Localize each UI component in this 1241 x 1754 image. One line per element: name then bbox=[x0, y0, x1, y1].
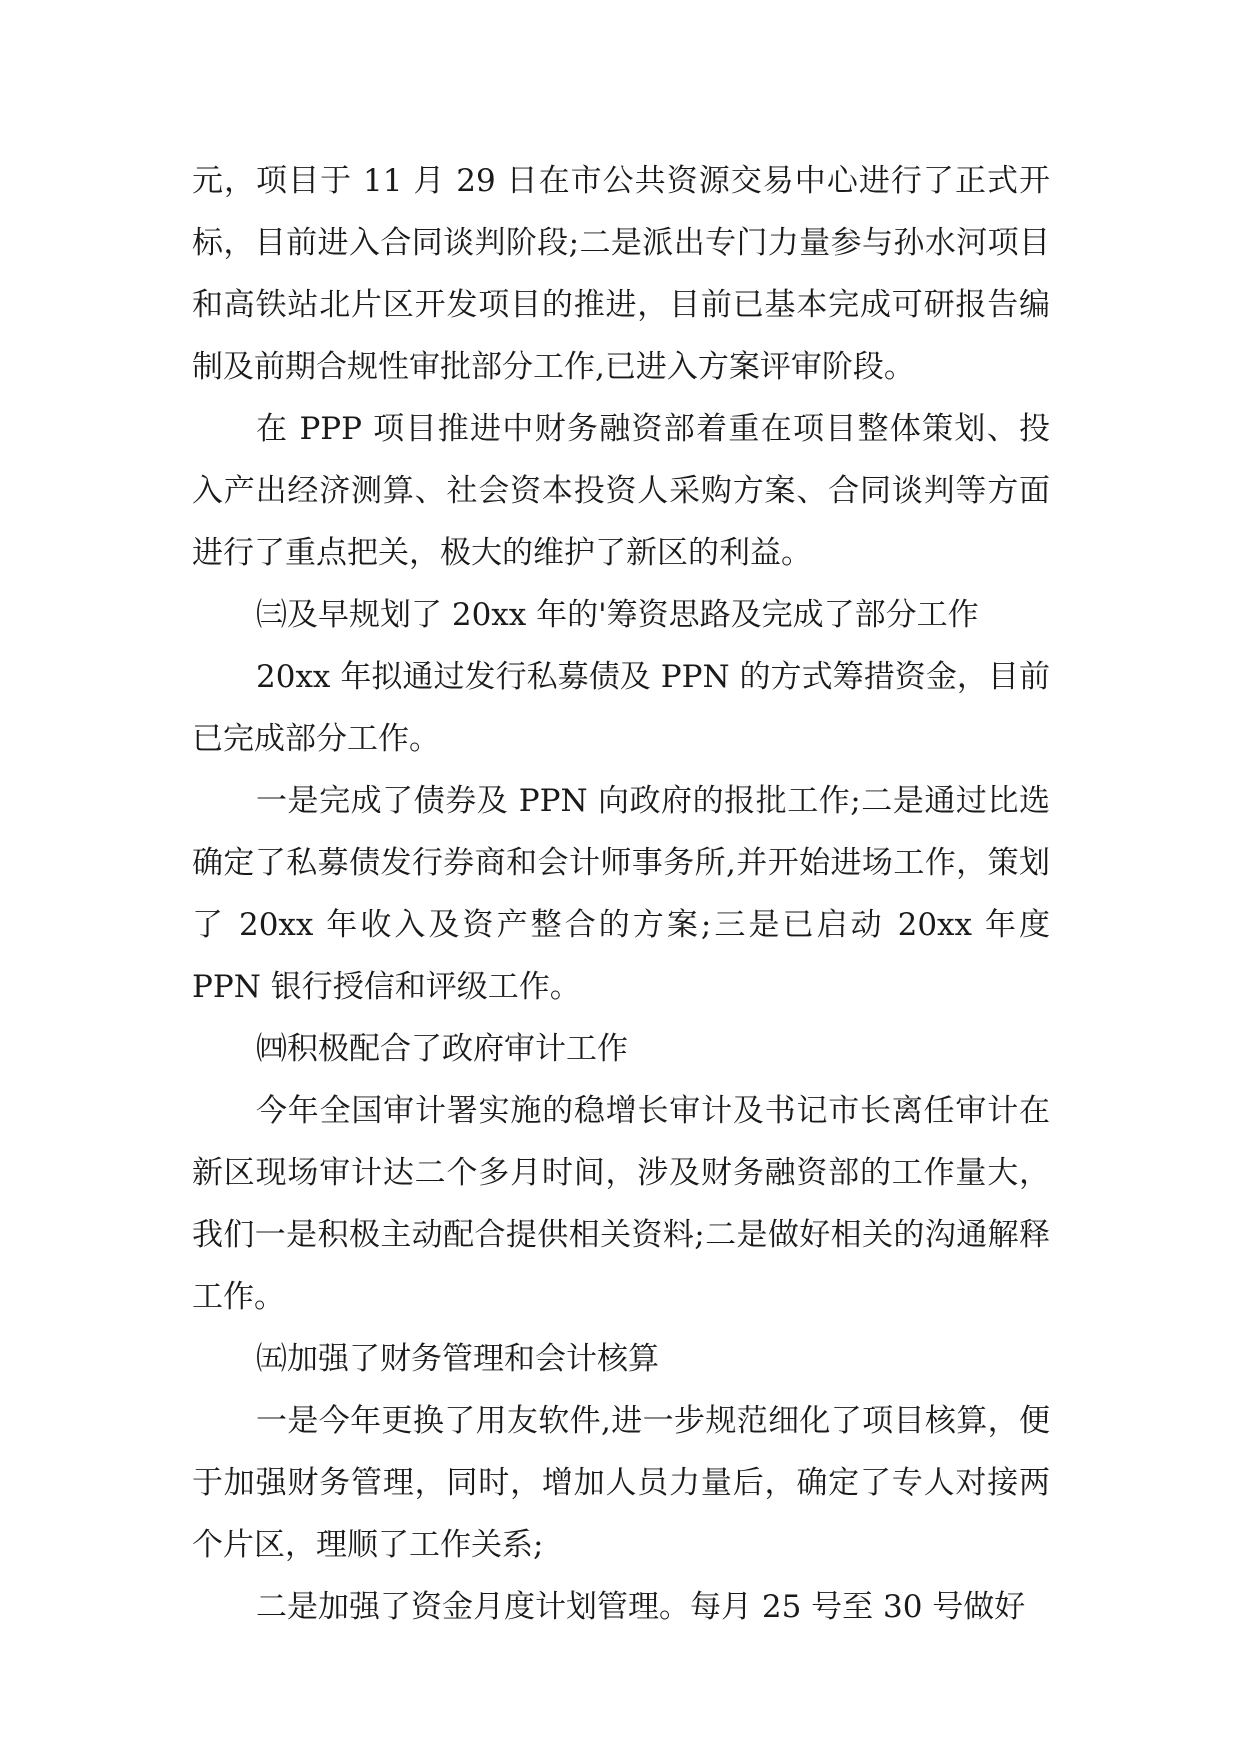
paragraph-ppp-project: 在 PPP 项目推进中财务融资部着重在项目整体策划、投入产出经济测算、社会资本投资人采购方案、合同谈判等方面进行了重点把关，极大的维护了新区的利益。 bbox=[192, 411, 1050, 571]
document-body bbox=[192, 150, 1050, 1638]
section-heading-audit: ㈣积极配合了政府审计工作 bbox=[256, 1031, 628, 1067]
paragraph-accounting-software: 一是今年更换了用友软件,进一步规范细化了项目核算，便于加强财务管理，同时，增加人员力量后，确定了专人对接两个片区，理顺了工作关系; bbox=[192, 1403, 1050, 1563]
paragraph-audit-cooperation: 今年全国审计署实施的稳增长审计及书记市长离任审计在新区现场审计达二个多月时间，涉及财务融资部的工作量大，我们一是积极主动配合提供相关资料;二是做好相关的沟通解释工作。 bbox=[192, 1093, 1050, 1315]
paragraph-monthly-plan: 二是加强了资金月度计划管理。每月 25 号至 30 号做好 bbox=[256, 1589, 1026, 1625]
paragraph-financing-progress: 一是完成了债券及 PPN 向政府的报批工作;二是通过比选确定了私募债发行券商和会计师事务所,并开始进场工作，策划了 20xx 年收入及资产整合的方案;三是已启动 20xx 年度 PPN 银行授信和评级工作。 bbox=[192, 783, 1050, 1005]
paragraph-financing-method: 20xx 年拟通过发行私募债及 PPN 的方式筹措资金，目前已完成部分工作。 bbox=[192, 659, 1050, 757]
paragraph-project-bidding: 元，项目于 11 月 29 日在市公共资源交易中心进行了正式开标，目前进入合同谈判阶段;二是派出专门力量参与孙水河项目和高铁站北片区开发项目的推进，目前已基本完成可研报告编制及前期合规性审批部分工作,已进入方案评审阶段。 bbox=[192, 163, 1050, 385]
section-heading-financing-plan: ㈢及早规划了 20xx 年的'筹资思路及完成了部分工作 bbox=[256, 597, 979, 633]
section-heading-accounting: ㈤加强了财务管理和会计核算 bbox=[256, 1341, 659, 1377]
